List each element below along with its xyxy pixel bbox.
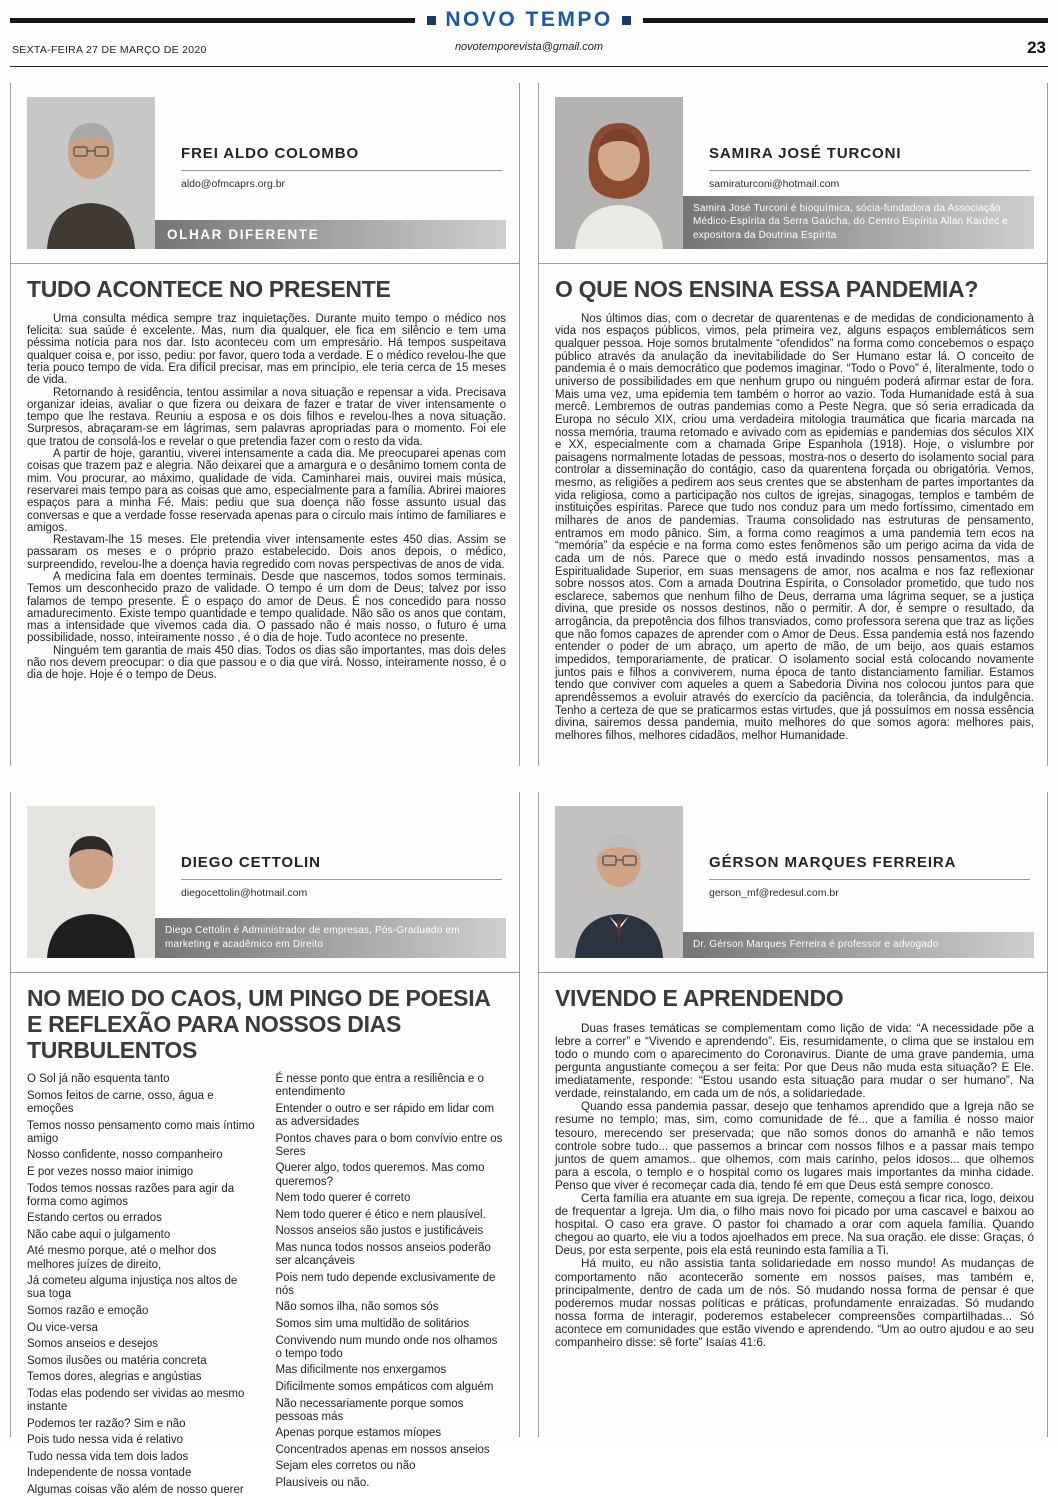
author-divider bbox=[181, 879, 502, 880]
portrait-placeholder-icon bbox=[27, 97, 155, 249]
poem-line: Já cometeu alguma injustiça nos altos de sua toga bbox=[27, 1275, 238, 1301]
poem-body bbox=[27, 1073, 506, 1500]
article-body bbox=[555, 1022, 1034, 1349]
poem-column-left bbox=[27, 1073, 258, 1500]
poem-line: Ou vice-versa bbox=[27, 1321, 98, 1334]
portrait-placeholder-icon bbox=[27, 806, 155, 958]
poem-line: É nesse ponto que entra a resiliência e o entendimento bbox=[275, 1073, 484, 1099]
poem-line: Mas dificilmente nos enxergamos bbox=[275, 1364, 447, 1377]
author-info bbox=[683, 97, 1034, 249]
poem-line: Plausíveis ou não. bbox=[275, 1477, 370, 1490]
headline-divider bbox=[11, 263, 519, 264]
author-photo-gerson-marques-ferreira bbox=[555, 806, 683, 958]
poem-line: Algumas coisas vão além de nosso querer bbox=[27, 1484, 244, 1497]
author-divider bbox=[709, 879, 1030, 880]
poem-line: Tudo nessa vida tem dois lados bbox=[27, 1450, 189, 1463]
article-body bbox=[27, 313, 506, 682]
paragraph: A partir de hoje, garantiu, viverei intensamente a cada dia. Me preocuparei apenas com coisas que trazem paz e alegria. Não deixarei que a amargura e o desânimo tomem conta de mim. Vou procurar, ao máximo, qualidade de vida. Caminharei mais, ouvirei mais música, reservarei mais tempo para as coisas que amo, especialmente para a família. Abrirei maiores espaços para a minha Fé. Mais: pediu que sua doença não fosse assunto usual das conversas e que a verdade fosse reservada apenas para o círculo mais íntimo de familiares e amigos. bbox=[27, 448, 506, 534]
poem-line: Todas elas podendo ser vividas ao mesmo instante bbox=[27, 1387, 245, 1414]
author-name: DIEGO CETTOLIN bbox=[181, 854, 321, 871]
author-name: GÉRSON MARQUES FERREIRA bbox=[709, 854, 957, 871]
paragraph: Retornando à residência, tentou assimilar a nova situação e repensar a vida. Precisava organizar ideias, avaliar o que fizera ou deixara de fazer e tratar de viver intensamente o tempo que lhe restava. Reuniu a esposa e os dois filhos e revelou-lhes a nova situação. Surpresos, abraçaram-se em lágrimas, sem palavras apropriadas para o momento. Foi ele que tratou de consolá-los e revelar o que pretendia fazer com o resto da vida. bbox=[27, 386, 506, 448]
poem-line: Apenas porque estamos míopes bbox=[275, 1427, 442, 1440]
poem-line: Nem todo querer é ético e nem plausível. bbox=[275, 1208, 486, 1221]
portrait-placeholder-icon bbox=[555, 97, 683, 249]
author-name: SAMIRA JOSÉ TURCONI bbox=[709, 145, 902, 162]
paragraph: Quando essa pandemia passar, desejo que tenhamos aprendido que a Igreja não se resume no templo; mas, sim, como comunidade de fé... que a família é nosso maior tesouro, merecendo ser preservada; que não somos donos do amanhã e não temos controle sobre tudo... que passemos a brincar com nossos filhos e a passar mais tempo juntos de quem amamos.. que olhemos, com mais carinho, pelos idosos... que olhemos para a escola, o templo e o hospital como os lugares mais importantes da minha cidade. Penso que viver é recomeçar cada dia, tendo fé em que Deus está sempre conosco. bbox=[555, 1100, 1034, 1192]
poem-line: Todos temos nossas razões para agir da forma como agimos bbox=[27, 1182, 235, 1208]
author-bio-banner: Diego Cettolin é Administrador de empresas, Pós-Graduado em marketing e acadêmico em Direito bbox=[155, 918, 506, 958]
paragraph: Uma consulta médica sempre traz inquietações. Durante muito tempo o médico nos felicita: sua saúde é excelente. Mas, num dia qualquer, ele fica em silêncio e tem uma péssima notícia para nos dar. Isto aconteceu com um empresário. Há tempos suspeitava qualquer coisa e, por isso, pediu: por favor, quero toda a verdade. E o médico revelou-lhe que teria pouco tempo de vida. Era difícil precisar, mas em princípio, ele teria cerca de 15 meses de vida. bbox=[27, 312, 506, 387]
article-headline: NO MEIO DO CAOS, UM PINGO DE POESIA E REFLEXÃO PARA NOSSOS DIAS TURBULENTOS bbox=[27, 985, 490, 1063]
poem-line: Somos ilusões ou matéria concreta bbox=[27, 1354, 207, 1367]
poem-line: Somos razão e emoção bbox=[27, 1304, 149, 1317]
section-banner: OLHAR DIFERENTE bbox=[155, 220, 506, 249]
article-o-que-nos-ensina-essa-pandemia bbox=[538, 83, 1048, 766]
author-email: samiraturconi@hotmail.com bbox=[709, 178, 840, 190]
poem-line: Nem todo querer é correto bbox=[275, 1192, 411, 1205]
author-bio-banner: Samira José Turconi é bioquímica, sócia-fundadora da Associação Médico-Espírita da Serra Gaúcha, do Centro Espírita Allan Kardec e expositora da Doutrina Espírita bbox=[683, 196, 1034, 249]
author-email: diegocettolin@hotmail.com bbox=[181, 887, 308, 899]
poem-line: Dificilmente somos empáticos com alguém bbox=[275, 1380, 494, 1393]
top-rule-left bbox=[10, 18, 415, 23]
author-top bbox=[155, 97, 506, 190]
poem-line: Estando certos ou errados bbox=[27, 1212, 162, 1225]
author-block bbox=[27, 97, 506, 249]
newspaper-title: NOVO TEMPO bbox=[445, 8, 613, 31]
article-no-meio-do-caos bbox=[10, 792, 520, 1497]
poem-line: Nossos anseios são justos e justificáveis bbox=[275, 1225, 484, 1238]
poem-line: Querer algo, todos queremos. Mas como queremos? bbox=[275, 1162, 485, 1188]
paragraph: Restavam-lhe 15 meses. Ele pretendia viver intensamente estes 450 dias. Assim se passaram os meses e o próprio prazo estabelecido. Dois anos depois, o médico, surpreendido, revelou-lhe a doença havia regredido com novas perspectivas de anos de vida. bbox=[27, 534, 506, 571]
author-info bbox=[155, 97, 506, 249]
author-divider bbox=[181, 170, 502, 171]
page-number: 23 bbox=[1027, 38, 1046, 57]
poem-line: Convivendo num mundo onde nos olhamos o tempo todo bbox=[275, 1334, 498, 1360]
brand-square-icon bbox=[427, 16, 436, 25]
poem-line: Somos sim uma multidão de solitários bbox=[275, 1318, 470, 1330]
poem-column-right bbox=[276, 1073, 507, 1500]
poem-line: Podemos ter razão? Sim e não bbox=[27, 1417, 186, 1430]
author-info bbox=[155, 806, 506, 958]
author-bio-banner: Dr. Gérson Marques Ferreira é professor e advogado bbox=[683, 932, 1034, 958]
poem-line: Temos nosso pensamento como mais íntimo amigo bbox=[27, 1119, 255, 1145]
poem-line: Pontos chaves para o bom convívio entre os Seres bbox=[275, 1132, 503, 1158]
poem-line: Mas nunca todos nossos anseios poderão ser alcançáveis bbox=[275, 1241, 491, 1268]
author-block bbox=[555, 806, 1034, 958]
headline-divider bbox=[539, 972, 1047, 973]
poem-line: Concentrados apenas em nossos anseios bbox=[275, 1443, 490, 1456]
poem-line: Até mesmo porque, até o melhor dos melhores juízes de direito, bbox=[27, 1245, 217, 1271]
article-headline: TUDO ACONTECE NO PRESENTE bbox=[27, 276, 391, 302]
poem-line: Não somos ilha, não somos sós bbox=[275, 1301, 439, 1314]
author-name: FREI ALDO COLOMBO bbox=[181, 145, 360, 162]
paragraph: A medicina fala em doentes terminais. Desde que nascemos, todos somos terminais. Temos um desconhecido prazo de validade. O tempo é um dom de Deus; talvez por isso falamos de tempo presente. É o espaço do amor de Deus. É nos concedido para nosso amadurecimento. Existe tempo quantidade e tempo qualidade. Não são os anos que contam, mas a intensidade que vivemos cada dia. O passado não é mais nosso, o futuro é uma possibilidade, nosso, inteiramente nosso , é o dia de hoje. Tudo acontece no presente. bbox=[27, 570, 506, 645]
header-divider bbox=[10, 66, 1048, 67]
paragraph: Há muito, eu não assistia tanta solidariedade em nosso mundo! As mudanças de comportamento não acontecerão somente em nossos países, mas também e, principalmente, dentro de cada um de nós. Só mudando nossa forma de pensar é que poderemos mudar nossas políticas e práticas, profundamente enraizadas. Só mudando nossa forma de interagir, poderemos estabelecer compreensões compartilhadas... Só acontece em comunidades que estão vivendo e aprendendo. “Um ao outro ajudou e ao seu companheiro disse: sê forte” Isaías 41:6. bbox=[555, 1257, 1034, 1349]
author-photo-frei-aldo-colombo bbox=[27, 97, 155, 249]
masthead bbox=[10, 0, 1048, 67]
author-block bbox=[555, 97, 1034, 249]
author-top bbox=[155, 806, 506, 899]
article-vivendo-e-aprendendo bbox=[538, 792, 1048, 1437]
author-top bbox=[683, 806, 1034, 899]
article-body bbox=[555, 313, 1034, 743]
author-photo-diego-cettolin bbox=[27, 806, 155, 958]
headline-divider bbox=[539, 263, 1047, 264]
poem-line: Sejam eles corretos ou não bbox=[275, 1460, 416, 1473]
paragraph: Ninguém tem garantia de mais 450 dias. Todos os dias são importantes, mas dois deles não nos devem preocupar: o dia que passou e o dia que virá. Nosso, inteiramente nosso, é o dia de hoje. Hoje é o tempo de Deus. bbox=[27, 644, 506, 682]
poem-line: Pois tudo nessa vida é relativo bbox=[27, 1434, 183, 1447]
newspaper-email: novotemporevista@gmail.com bbox=[454, 41, 604, 53]
articles-grid bbox=[10, 83, 1048, 1497]
poem-line: Pois nem tudo depende exclusivamente de nós bbox=[275, 1271, 496, 1297]
author-top bbox=[683, 97, 1034, 190]
poem-line: E por vezes nosso maior inimigo bbox=[27, 1165, 194, 1178]
brand-row bbox=[10, 8, 1048, 32]
author-block bbox=[27, 806, 506, 958]
author-email: gerson_mf@redesul.com.br bbox=[709, 887, 839, 899]
brand-square-icon bbox=[622, 16, 631, 25]
poem-line: Temos dores, alegrias e angústias bbox=[27, 1371, 202, 1384]
poem-line: Entender o outro e ser rápido em lidar com as adversidades bbox=[275, 1102, 495, 1129]
poem-line: Independente de nossa vontade bbox=[27, 1467, 192, 1480]
article-headline: VIVENDO E APRENDENDO bbox=[555, 985, 844, 1011]
paragraph: Nos últimos dias, com o decretar de quarentenas e de medidas de condicionamento à vida nos espaços públicos, vimos, pela primeira vez, alguns espaços emblemáticos sem qualquer pessoa. Hoje somos brutalmente “ofendidos” na forma como concebemos o espaço público através da anulação da inevitabilidade do Ser Humano estar lá. O conceito de pandemia é o mais democrático que podemos imaginar. “Todo o Povo” é, literalmente, todo o universo de possibilidades em que nenhum grupo ou ninguém poderá afirmar estar de fora. Mais uma vez, uma epidemia tem também o horror ao vazio. Toda Humanidade está à sua mercê. Lembremos de outras pandemias como a Peste Negra, que só seria erradicada da Europa no século XIX, criou uma verdadeira mitologia traumática que ficaria marcada na nossa memória, trauma retomado e avivado com as epidemias e pandemias dos séculos XIX e XX, especialmente com a chamada Gripe Espanhola (1918). Hoje, o vislumbre por paisagens normalmente lotadas de pessoas, mostra-nos o deserto do isolamento social para controlar a disseminação do contágio, caso da quarentena forçada ou obrigatória. Vemos, mesmo, as religiões a pedirem aos seus crentes que se abstenham de partes importantes da vida religiosa, como a participação nos cultos de igrejas, sinagogas, templos e também de instituições espíritas. Parece que tudo nos conduz para um medo fortíssimo, cimentado em milhares de anos de pandemias. Trauma consolidado nas estruturas de pensamento, entramos em modo pânico. Sim, a forma como reagimos a uma pandemia tem ecos na “memória” da espécie e na forma como estes fenômenos são um perigo acima da vida de cada um de nós. Parece que o medo está invadindo nossos pensamentos, mas a Espiritualidade Superior, em suas mensagens de amor, nos acalma e nos faz reflexionar sobre nossos atos. Com a amada Doutrina Espírita, o Consolador prometido, que tudo nos esclarece, sabemos que nenhum filho de Deus, derrama uma lágrima sequer, se a justiça divina, que preside os nossos destinos, não o permitir. A dor, é sempre o resultado, da arrogância, da prepotência dos filhos transviados, como professora serena que traz as lições que não fomos capazes de aprender com o Amor de Deus. Essa pandemia está nos fazendo entender o poder de um abraço, um aperto de mão, de um beijo, aos quais estamos impedidos, temporariamente, de praticar. O isolamento social está colocando novamente juntos pais e filhos a conviverem, numa época de tanto distanciamento familiar. Estamos tendo que conviver com aqueles a quem a Sabedoria Divina nos colocou juntos para que aprendêssemos a evoluir através do exercício da paciência, da tolerância, da indulgência. Tenho a certeza de que se praticarmos estas virtudes, que já possuímos em nossa essência divina, sairemos dessa pandemia, muito melhores do que somos agora: melhores pais, melhores filhos, melhores cidadãos, melhor Humanidade. bbox=[555, 312, 1034, 742]
edition-date: SEXTA-FEIRA 27 DE MARÇO DE 2020 bbox=[12, 44, 207, 56]
brand bbox=[427, 8, 630, 32]
paragraph: Duas frases temáticas se complementam como lição de vida: “A necessidade põe a lebre a correr” e “Vivendo e aprendendo”. Eis, resumidamente, o clima que se instalou em todo o mundo com o aparecimento do Coronavirus. Diante de uma grave pandemia, uma pergunta angustiante começou a ser feita: Por que Deus não muda esta situação? E Ele. imediatamente, responde: “Estou usando esta situação para mudar o ser humano”. Na verdade, reinstalando, em cada um de nós, a solidariedade. bbox=[555, 1021, 1034, 1101]
poem-line: Somos anseios e desejos bbox=[27, 1338, 159, 1351]
article-tudo-acontece-no-presente bbox=[10, 83, 520, 766]
poem-line: Não cabe aqui o julgamento bbox=[27, 1228, 171, 1241]
article-headline: O QUE NOS ENSINA ESSA PANDEMIA? bbox=[555, 276, 979, 302]
headline-divider bbox=[11, 972, 519, 973]
author-info bbox=[683, 806, 1034, 958]
poem-line: Somos feitos de carne, osso, água e emoções bbox=[27, 1089, 214, 1115]
poem-line: O Sol já não esquenta tanto bbox=[27, 1073, 170, 1086]
author-photo-samira-jose-turconi bbox=[555, 97, 683, 249]
poem-line: Não necessariamente porque somos pessoas más bbox=[275, 1397, 464, 1423]
author-email: aldo@ofmcaprs.org.br bbox=[181, 178, 286, 190]
top-rule-right bbox=[643, 18, 1048, 23]
paragraph: Certa família era atuante em sua igreja. De repente, começou a ficar rica, logo, deixou de frequentar a Igreja. Um dia, o filho mais novo foi picado por uma cascavel e baixou ao hospital. O caso era grave. O pastor foi chamado a orar com aquela família. Quando chegou ao quarto, ele viu a todos ajoelhados em prece. Na sua oração. ele disse: Graças, ó Deus, por esta serpente, pois ela está reunindo esta família a Ti. bbox=[555, 1191, 1034, 1258]
author-divider bbox=[709, 170, 1030, 171]
header-info-row bbox=[10, 35, 1048, 61]
poem-line: Nosso confidente, nosso companheiro bbox=[27, 1149, 223, 1162]
portrait-placeholder-icon bbox=[555, 806, 683, 958]
